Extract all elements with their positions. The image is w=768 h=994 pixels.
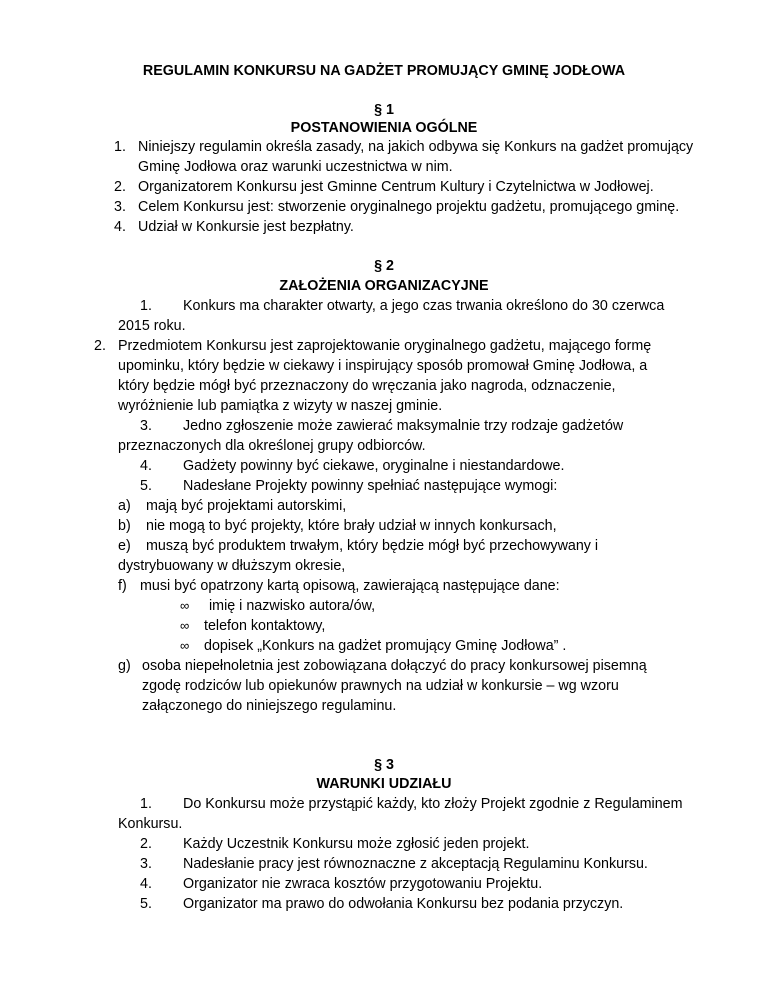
infinity-bullet-icon: ∞ <box>180 598 190 613</box>
s3-item-3-number: 3. <box>140 856 152 872</box>
s2-item-2-line-1: Przedmiotem Konkursu jest zaprojektowanie oryginalnego gadżetu, mającego formę <box>118 338 652 354</box>
section-3-number: § 3 <box>374 757 394 773</box>
s1-item-3-number: 3. <box>114 199 126 215</box>
s2-item-3-number: 3. <box>140 418 152 434</box>
bullet-item: telefon kontaktowy, <box>204 618 326 634</box>
s1-item-1-line-1: Niniejszy regulamin określa zasady, na jakich odbywa się Konkurs na gadżet promujący <box>138 139 694 155</box>
s2-item-5-number: 5. <box>140 478 152 494</box>
s2-item-g-line-1: osoba niepełnoletnia jest zobowiązana dołączyć do pracy konkursowej pisemną <box>142 658 647 674</box>
bullet-item: imię i nazwisko autora/ów, <box>209 598 376 614</box>
s2-item-g-line-2: zgodę rodziców lub opiekunów prawnych na udział w konkursie – wg wzoru <box>142 678 619 694</box>
s2-item-f-letter: f) <box>118 578 127 594</box>
s1-item-1-line-2: Gminę Jodłowa oraz warunki uczestnictwa w nim. <box>138 159 453 175</box>
s3-item-4-number: 4. <box>140 876 152 892</box>
s3-item-1-number: 1. <box>140 796 152 812</box>
s2-item-b-letter: b) <box>118 518 131 534</box>
s2-item-1-line-2: 2015 roku. <box>118 318 186 334</box>
section-2-heading: ZAŁOŻENIA ORGANIZACYJNE <box>279 278 489 294</box>
s2-item-2-line-2: upominku, który będzie w ciekawy i inspirujący sposób promował Gminę Jodłowa, a <box>118 358 648 374</box>
s2-item-a-letter: a) <box>118 498 131 514</box>
s2-item-2-number: 2. <box>94 338 106 354</box>
s1-item-3-line: Celem Konkursu jest: stworzenie oryginalnego projektu gadżetu, promującego gminę. <box>138 199 680 215</box>
s1-item-4-line: Udział w Konkursie jest bezpłatny. <box>138 219 354 235</box>
s2-item-a-text: mają być projektami autorskimi, <box>146 498 347 514</box>
s2-item-2-line-3: który będzie mógł być przeznaczony do wręczania jako nagroda, odznaczenie, <box>118 378 616 394</box>
s3-item-5-number: 5. <box>140 896 152 912</box>
bullet-item: dopisek „Konkurs na gadżet promujący Gminę Jodłowa” . <box>204 638 567 654</box>
s2-item-e-text: muszą być produktem trwałym, który będzie mógł być przechowywany i <box>146 538 599 554</box>
s2-item-e-text-2: dystrybuowany w dłuższym okresie, <box>118 558 346 574</box>
document-title: REGULAMIN KONKURSU NA GADŻET PROMUJĄCY GMINĘ JODŁOWA <box>142 63 626 79</box>
s2-item-1-number: 1. <box>140 298 152 314</box>
infinity-bullet-icon: ∞ <box>180 638 190 653</box>
s1-item-4-number: 4. <box>114 219 126 235</box>
s2-item-g-line-3: załączonego do niniejszego regulaminu. <box>142 698 397 714</box>
section-3-heading: WARUNKI UDZIAŁU <box>316 776 452 792</box>
section-1-heading: POSTANOWIENIA OGÓLNE <box>290 120 478 136</box>
s2-item-4-number: 4. <box>140 458 152 474</box>
infinity-bullet-icon: ∞ <box>180 618 190 633</box>
s2-item-3-line-1: Jedno zgłoszenie może zawierać maksymalnie trzy rodzaje gadżetów <box>183 418 624 434</box>
s2-item-g-letter: g) <box>118 658 131 674</box>
s1-item-2-line: Organizatorem Konkursu jest Gminne Centrum Kultury i Czytelnictwa w Jodłowej. <box>138 179 654 195</box>
s2-item-4-line: Gadżety powinny być ciekawe, oryginalne i niestandardowe. <box>183 458 565 474</box>
s2-item-1-line-1: Konkurs ma charakter otwarty, a jego czas trwania określono do 30 czerwca <box>183 298 665 314</box>
s3-item-2-line: Każdy Uczestnik Konkursu może zgłosić jeden projekt. <box>183 836 530 852</box>
section-2-number: § 2 <box>374 258 394 274</box>
s3-item-3-line: Nadesłanie pracy jest równoznaczne z akceptacją Regulaminu Konkursu. <box>183 856 648 872</box>
s3-item-2-number: 2. <box>140 836 152 852</box>
s1-item-1-number: 1. <box>114 139 126 155</box>
s2-item-2-line-4: wyróżnienie lub pamiątka z wizyty w naszej gminie. <box>118 398 443 414</box>
s3-item-1-line-1: Do Konkursu może przystąpić każdy, kto złoży Projekt zgodnie z Regulaminem <box>183 796 683 812</box>
section-1-number: § 1 <box>374 102 394 118</box>
s2-item-b-text: nie mogą to być projekty, które brały udział w innych konkursach, <box>146 518 557 534</box>
s1-item-2-number: 2. <box>114 179 126 195</box>
s3-item-1-line-2: Konkursu. <box>118 816 183 832</box>
s2-item-5-line: Nadesłane Projekty powinny spełniać następujące wymogi: <box>183 478 558 494</box>
s3-item-5-line: Organizator ma prawo do odwołania Konkursu bez podania przyczyn. <box>183 896 624 912</box>
s2-item-e-letter: e) <box>118 538 131 554</box>
s2-item-3-line-2: przeznaczonych dla określonej grupy odbiorców. <box>118 438 426 454</box>
s3-item-4-line: Organizator nie zwraca kosztów przygotowaniu Projektu. <box>183 876 543 892</box>
s2-item-f-text: musi być opatrzony kartą opisową, zawierającą następujące dane: <box>140 578 560 594</box>
